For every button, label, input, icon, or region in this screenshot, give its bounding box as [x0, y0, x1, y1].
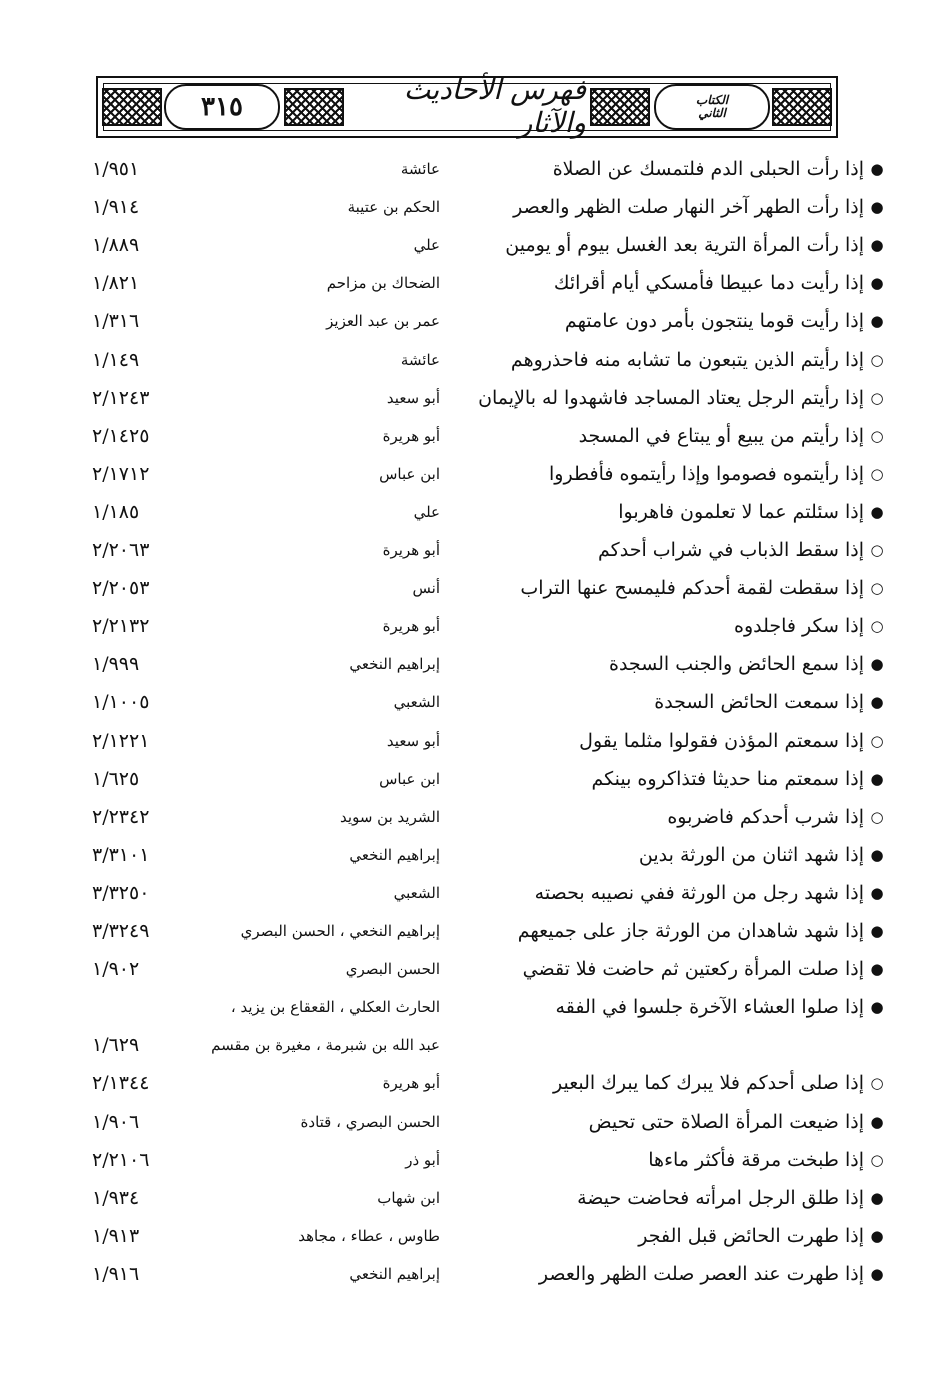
filled-bullet-icon: ● — [870, 236, 884, 255]
index-entry — [0, 874, 938, 912]
narrator: الحكم بن عتيبة — [347, 198, 440, 217]
index-entry — [0, 1255, 938, 1293]
filled-bullet-icon: ● — [870, 274, 884, 293]
volume-reference: ٣/٣٢٤٩ — [92, 920, 150, 942]
entry-text-cell — [446, 569, 886, 607]
index-entry — [0, 683, 938, 721]
index-entry — [0, 1103, 938, 1141]
hadith-text: إذا سقط الذباب في شراب أحدكم — [598, 539, 864, 561]
narrator: أبو سعيد — [386, 388, 440, 407]
index-entry — [0, 760, 938, 798]
narrator: أنس — [412, 579, 440, 598]
volume-reference: ١/٩٩٩ — [92, 653, 140, 676]
filled-bullet-icon: ● — [870, 312, 884, 331]
hadith-text: إذا سمعتم منا حديثا فتذاكروه بينكم — [591, 767, 864, 790]
volume-reference: ٢/٢٠٥٣ — [92, 577, 150, 600]
hollow-bullet-icon: ○ — [870, 1074, 884, 1093]
hadith-text: إذا سئلتم عما لا تعلمون فاهربوا — [618, 500, 864, 523]
index-entry — [0, 379, 938, 417]
hadith-text: إذا صلى أحدكم فلا يبرك كما يبرك البعير — [553, 1072, 864, 1095]
filled-bullet-icon: ● — [870, 883, 884, 902]
hadith-text: إذا شهد اثنان من الورثة بدين — [638, 843, 864, 866]
index-entry — [0, 950, 938, 988]
narrator: ابن عباس — [379, 769, 440, 788]
filled-bullet-icon: ● — [870, 502, 884, 521]
volume-reference: ١/٩٠٦ — [92, 1110, 140, 1133]
hollow-bullet-icon: ○ — [870, 388, 884, 407]
volume-reference: ٢/٢٠٦٣ — [92, 539, 150, 561]
hadith-text: إذا ضيعت المرأة الصلاة حتى تحيض — [588, 1110, 864, 1133]
index-entry — [0, 264, 938, 302]
entry-text-cell — [446, 683, 886, 721]
narrator: إبراهيم النخعي ، الحسن البصري — [240, 922, 440, 940]
volume-reference: ٢/١٢٢١ — [92, 729, 150, 752]
volume-reference: ٢/١٣٤٤ — [92, 1072, 150, 1095]
ornament-right-inner — [590, 88, 650, 126]
volume-reference: ١/٩٣٤ — [92, 1186, 140, 1209]
hadith-text: إذا رأت الطهر آخر النهار صلت الظهر والعصر — [513, 196, 864, 219]
hollow-bullet-icon: ○ — [870, 617, 884, 636]
entry-text-cell — [446, 874, 886, 912]
entry-text-cell — [446, 1103, 886, 1141]
entry-text-cell — [446, 493, 886, 531]
index-entry — [0, 836, 938, 874]
volume-reference: ١/٣١٦ — [92, 310, 140, 333]
hadith-text: إذا سقطت لقمة أحدكم فليمسح عنها التراب — [520, 577, 864, 600]
volume-reference: ٢/١٤٢٥ — [92, 424, 150, 447]
index-entry — [0, 645, 938, 683]
hollow-bullet-icon: ○ — [870, 807, 884, 826]
filled-bullet-icon: ● — [870, 198, 884, 217]
page-number: ٣١٥ — [164, 84, 280, 130]
hollow-bullet-icon: ○ — [870, 579, 884, 598]
hadith-text: إذا طهرت عند العصر صلت الظهر والعصر — [538, 1262, 864, 1285]
filled-bullet-icon: ● — [870, 998, 884, 1017]
filled-bullet-icon: ● — [870, 1264, 884, 1283]
volume-reference: ١/٩٥١ — [92, 158, 140, 180]
volume-reference: ٣/٣١٠١ — [92, 843, 150, 866]
narrator: أبو هريرة — [382, 1074, 440, 1093]
hadith-text: إذا صلوا العشاء الآخرة جلسوا في الفقه — [555, 996, 864, 1019]
ornament-right-outer — [772, 88, 832, 126]
entry-text-cell — [446, 150, 886, 188]
narrator: أبو سعيد — [386, 731, 440, 750]
hadith-text: إذا سمع الحائض والجنب السجدة — [609, 653, 864, 676]
hadith-text: إذا صلت المرأة ركعتين ثم حاضت فلا تقضي — [522, 958, 864, 981]
hadith-text: إذا رأيتموه فصوموا وإذا رأيتموه فأفطروا — [549, 462, 864, 485]
narrator: علي — [413, 236, 440, 255]
narrator: إبراهيم النخعي — [349, 1264, 440, 1283]
entry-text-cell — [446, 226, 886, 264]
entry-text-cell — [446, 1064, 886, 1102]
volume-reference: ١/١٤٩ — [92, 348, 140, 371]
filled-bullet-icon: ● — [870, 160, 884, 178]
hadith-text: إذا رأيتم الرجل يعتاد المساجد فاشهدوا له بالإيمان — [478, 386, 864, 409]
entry-text-cell — [446, 341, 886, 379]
filled-bullet-icon: ● — [870, 693, 884, 712]
page-header — [96, 73, 838, 139]
hadith-text: إذا سمعت الحائض السجدة — [654, 691, 864, 714]
hollow-bullet-icon: ○ — [870, 464, 884, 483]
hadith-text: إذا شرب أحدكم فاضربوه — [667, 805, 864, 828]
entry-text-cell — [446, 455, 886, 493]
entry-text-cell — [446, 1217, 886, 1255]
entry-text-cell — [446, 264, 886, 302]
hollow-bullet-icon: ○ — [870, 541, 884, 559]
filled-bullet-icon: ● — [870, 922, 884, 940]
index-entry — [0, 1141, 938, 1179]
volume-reference: ١/٩١٣ — [92, 1224, 140, 1247]
narrator: طاوس ، عطاء ، مجاهد — [298, 1226, 440, 1245]
volume-reference: ٢/٢١٠٦ — [92, 1148, 150, 1171]
entry-text-cell — [446, 1255, 886, 1293]
entry-text-cell — [446, 1026, 886, 1064]
volume-reference: ٢/٢٣٤٢ — [92, 805, 150, 828]
narrator: أبو هريرة — [382, 426, 440, 445]
hadith-text: إذا رأيتم الذين يتبعون ما تشابه منه فاحذروهم — [510, 348, 864, 371]
volume-reference: ١/٨٢١ — [92, 272, 140, 295]
volume-reference: ٢/٢١٣٢ — [92, 615, 150, 638]
hadith-text: إذا شهد رجل من الورثة ففي نصيبه بحصته — [534, 881, 864, 904]
hollow-bullet-icon: ○ — [870, 350, 884, 369]
volume-reference: ٢/١٢٤٣ — [92, 386, 150, 409]
index-entry — [0, 226, 938, 264]
entry-text-cell — [446, 798, 886, 836]
narrator: الضحاك بن مزاحم — [326, 274, 440, 293]
narrator: عمر بن عبد العزيز — [326, 312, 440, 331]
filled-bullet-icon: ● — [870, 769, 884, 788]
entry-text-cell — [446, 607, 886, 645]
filled-bullet-icon: ● — [870, 1226, 884, 1245]
volume-reference: ١/١٨٥ — [92, 500, 140, 523]
index-entry — [0, 912, 938, 950]
index-entry — [0, 988, 938, 1026]
hadith-text: إذا سمعتم المؤذن فقولوا مثلما يقول — [579, 729, 864, 752]
entry-text-cell — [446, 188, 886, 226]
hadith-text: إذا طبخت مرقة فأكثر ماءها — [648, 1148, 864, 1171]
index-entry — [0, 417, 938, 455]
narrator: ابن عباس — [379, 464, 440, 483]
index-entry — [0, 607, 938, 645]
narrator: الشريد بن سويد — [340, 807, 440, 826]
narrator: إبراهيم النخعي — [349, 655, 440, 674]
seal-line-1: الكتاب — [695, 93, 729, 107]
volume-reference: ٢/١٧١٢ — [92, 462, 150, 485]
narrator: الحارث العكلي ، القعقاع بن يزيد ، — [230, 998, 440, 1017]
index-entry — [0, 188, 938, 226]
entry-text-cell — [446, 1141, 886, 1179]
hollow-bullet-icon: ○ — [870, 1150, 884, 1169]
index-entry — [0, 798, 938, 836]
index-entry — [0, 455, 938, 493]
volume-reference: ١/٩١٤ — [92, 196, 140, 219]
hadith-text: إذا طلق الرجل امرأته فحاضت حيضة — [577, 1186, 864, 1209]
volume-reference: ١/١٠٠٥ — [92, 691, 150, 714]
hadith-text: إذا رأيت قوما ينتجون بأمر دون عامتهم — [564, 310, 864, 333]
narrator: عائشة — [400, 160, 440, 178]
entry-text-cell — [446, 836, 886, 874]
index-entry — [0, 493, 938, 531]
entry-text-cell — [446, 950, 886, 988]
narrator: ابن شهاب — [377, 1188, 440, 1207]
hadith-text: إذا رأت الحبلى الدم فلتمسك عن الصلاة — [552, 158, 864, 180]
narrator: الشعبي — [393, 693, 440, 712]
entry-text-cell — [446, 988, 886, 1026]
hadith-text — [864, 1034, 886, 1056]
narrator: أبو هريرة — [382, 617, 440, 636]
narrator: أبو ذر — [405, 1150, 440, 1169]
volume-reference: ١/٦٢٥ — [92, 767, 140, 790]
narrator: عائشة — [400, 350, 440, 369]
entry-text-cell — [446, 760, 886, 798]
narrator: الحسن البصري ، قتادة — [300, 1112, 440, 1131]
index-entry — [0, 150, 938, 188]
index-entry — [0, 1217, 938, 1255]
index-entry — [0, 1026, 938, 1064]
index-entry — [0, 1064, 938, 1102]
narrator: الشعبي — [393, 883, 440, 902]
filled-bullet-icon: ● — [870, 1112, 884, 1131]
volume-reference: ١/٦٢٩ — [92, 1034, 140, 1057]
index-entry — [0, 531, 938, 569]
hollow-bullet-icon: ○ — [870, 731, 884, 750]
entry-text-cell — [446, 645, 886, 683]
filled-bullet-icon: ● — [870, 1188, 884, 1207]
publisher-seal — [654, 84, 770, 130]
filled-bullet-icon: ● — [870, 960, 884, 979]
volume-reference: ١/٩٠٢ — [92, 958, 140, 981]
index-entry — [0, 341, 938, 379]
entry-text-cell — [446, 722, 886, 760]
index-entry — [0, 722, 938, 760]
hollow-bullet-icon: ○ — [870, 426, 884, 445]
narrator: الحسن البصري — [345, 960, 440, 979]
ornament-left-inner — [284, 88, 344, 126]
narrator: أبو هريرة — [382, 541, 440, 559]
narrator: إبراهيم النخعي — [349, 845, 440, 864]
hadith-text: إذا سكر فاجلدوه — [733, 615, 864, 638]
hadith-text: إذا طهرت الحائض قبل الفجر — [638, 1224, 864, 1247]
hadith-text: إذا شهد شاهدان من الورثة جاز على جميعهم — [517, 920, 864, 942]
narrator: عبد الله بن شبرمة ، مغيرة بن مقسم — [211, 1036, 440, 1055]
entry-text-cell — [446, 531, 886, 569]
volume-reference: ٣/٣٢٥٠ — [92, 881, 150, 904]
entry-text-cell — [446, 379, 886, 417]
ornament-left-outer — [102, 88, 162, 126]
volume-reference: ١/٨٨٩ — [92, 234, 140, 257]
hadith-text: إذا رأت المرأة الترية بعد الغسل بيوم أو يومين — [505, 234, 864, 257]
entry-text-cell — [446, 302, 886, 340]
seal-emblem — [696, 94, 728, 120]
hadith-text: إذا رأيتم من يبيع أو يبتاع في المسجد — [578, 424, 864, 447]
filled-bullet-icon: ● — [870, 655, 884, 674]
index-entry — [0, 302, 938, 340]
entry-text-cell — [446, 417, 886, 455]
index-entry — [0, 1179, 938, 1217]
index-entry — [0, 569, 938, 607]
hadith-text: إذا رأيت دما عبيطا فأمسكي أيام أقرائك — [553, 272, 864, 295]
seal-line-2: الثاني — [698, 106, 726, 120]
entry-text-cell — [446, 912, 886, 950]
entry-text-cell — [446, 1179, 886, 1217]
narrator: علي — [413, 502, 440, 521]
filled-bullet-icon: ● — [870, 845, 884, 864]
running-title: فهرس الأحاديث والآثار — [403, 73, 586, 139]
volume-reference: ١/٩١٦ — [92, 1262, 140, 1285]
